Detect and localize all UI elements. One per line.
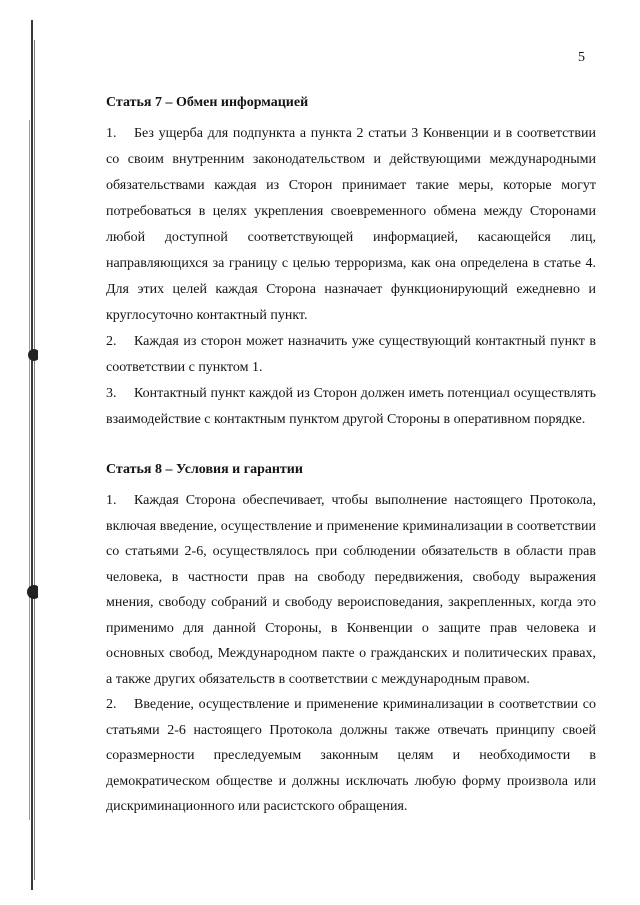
article-paragraph (106, 488, 596, 692)
paragraph-number: 3. (106, 386, 117, 401)
paragraph-text: Введение, осуществление и применение криминализации в соответствии со статьями 2-6 настоящего Протокола должны также отвечать принципу своей соразмерности преследуемым законным целям и необходимости в демократическом обществе и должны исключать любую форму произвола или дискриминационного или расистского обращения. (106, 697, 596, 814)
page-number: 5 (578, 50, 585, 65)
paragraph-text: Каждая Сторона обеспечивает, чтобы выполнение настоящего Протокола, включая введение, осуществление и применение криминализации в соответствии со статьями 2-6, осуществлялось при соблюдении обязательств в области прав человека, в частности прав на свободу передвижения, свободу выражения мнения, свободу собраний и свободу вероисповедания, закрепленных, когда это применимо для данной Стороны, в Конвенции о защите прав человека и основных свобод, Международном пакте о гражданских и политических правах, а также других обязательств в соответствии с международным правом. (106, 493, 596, 687)
article-paragraph (106, 692, 596, 820)
article-paragraph (106, 381, 596, 433)
paragraph-text: Контактный пункт каждой из Сторон должен иметь потенциал осуществлять взаимодействие с контактным пунктом другой Стороны в оперативном порядке. (106, 386, 596, 427)
article-heading: Статья 7 – Обмен информацией (106, 95, 309, 110)
paragraph-number: 1. (106, 126, 117, 141)
paragraph-text: Без ущерба для подпункта a пункта 2 статьи 3 Конвенции и в соответствии со своим внутренним законодательством и действующими международными обязательствами каждая из Сторон принимает такие меры, которые могут потребоваться в целях укрепления своевременного обмена между Сторонами любой доступной соответствующей информацией, касающейся лиц, направляющихся за границу с целью терроризма, как она определена в статье 4. Для этих целей каждая Сторона назначает функционирующий ежедневно и круглосуточно контактный пункт. (106, 126, 596, 323)
paragraph-text: Каждая из сторон может назначить уже существующий контактный пункт в соответствии с пунктом 1. (106, 334, 596, 375)
paragraph-number: 2. (106, 334, 117, 349)
article-heading: Статья 8 – Условия и гарантии (106, 462, 303, 477)
article-8 (106, 460, 596, 820)
article-7 (106, 93, 596, 433)
paragraph-number: 1. (106, 493, 117, 508)
scan-binding-edge (0, 0, 38, 905)
article-paragraph (106, 329, 596, 381)
article-paragraph (106, 121, 596, 329)
paragraph-number: 2. (106, 697, 117, 712)
